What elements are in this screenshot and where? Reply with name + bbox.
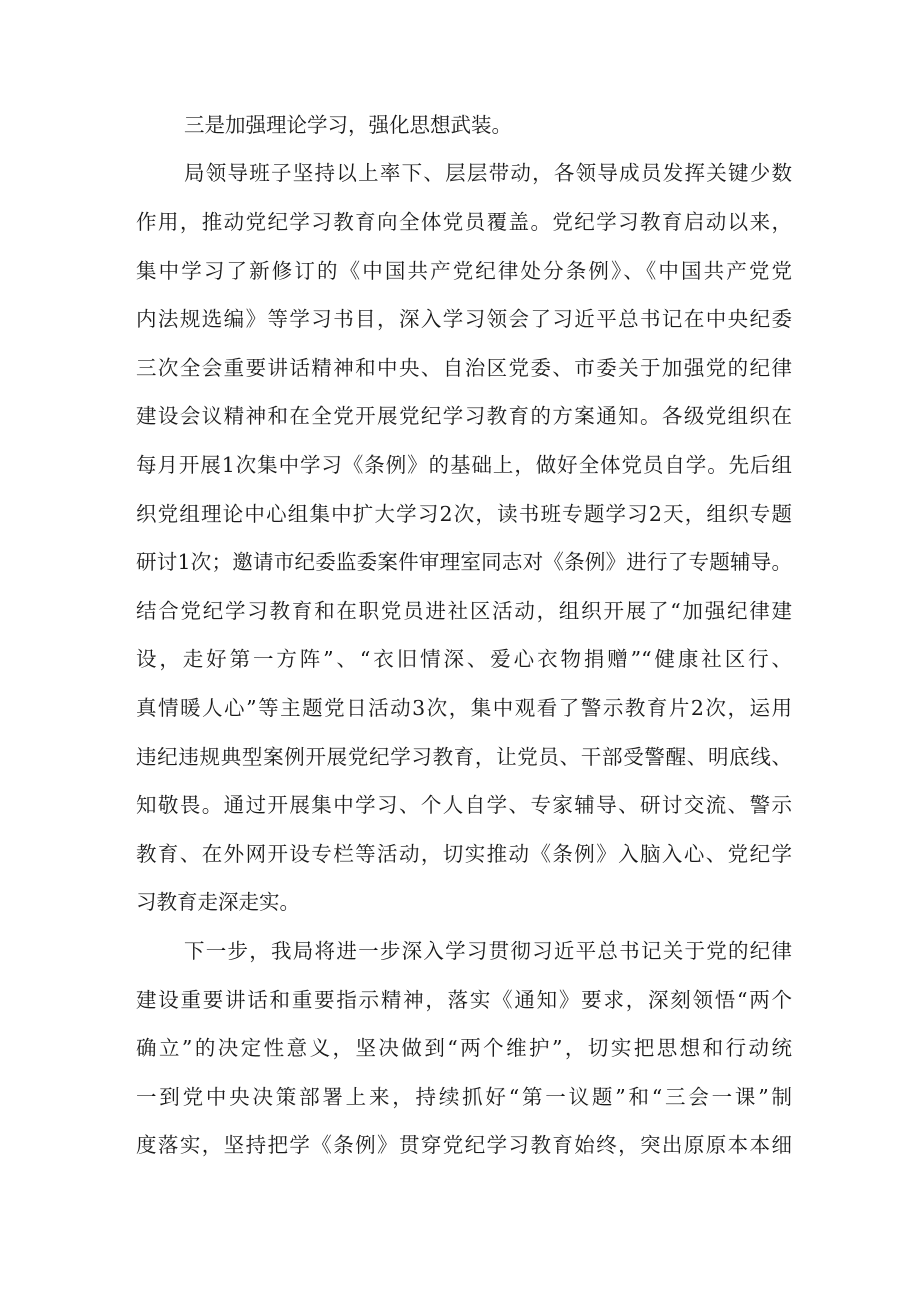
paragraph-1-line: 织党组理论中心组集中扩大学习2次，读书班专题学习2天，组织专题 (136, 502, 792, 526)
section-heading: 三是加强理论学习，强化思想武装。 (184, 113, 512, 137)
paragraph-1-line: 每月开展1次集中学习《条例》的基础上，做好全体党员自学。先后组 (136, 453, 792, 477)
paragraph-1-line: 真情暖人心”等主题党日活动3次，集中观看了警示教育片2次，运用 (136, 696, 792, 720)
paragraph-1-line: 作用，推动党纪学习教育向全体党员覆盖。党纪学习教育启动以来， (136, 210, 792, 234)
paragraph-1-line: 研讨1次；邀请市纪委监委案件审理室同志对《条例》进行了专题辅导。 (136, 550, 792, 574)
paragraph-1-line: 局领导班子坚持以上率下、层层带动，各领导成员发挥关键少数 (184, 161, 792, 185)
paragraph-1-line: 三次全会重要讲话精神和中央、自治区党委、市委关于加强党的纪律 (136, 356, 792, 380)
paragraph-1-line: 习教育走深走实。 (136, 890, 300, 914)
paragraph-1-line: 知敬畏。通过开展集中学习、个人自学、专家辅导、研讨交流、警示 (136, 793, 792, 817)
paragraph-2-line: 下一步，我局将进一步深入学习贯彻习近平总书记关于党的纪律 (184, 939, 792, 963)
paragraph-1-line: 结合党纪学习教育和在职党员进社区活动，组织开展了“加强纪律建 (136, 599, 792, 623)
paragraph-1-line: 建设会议精神和在全党开展党纪学习教育的方案通知。各级党组织在 (136, 404, 792, 428)
paragraph-1-line: 集中学习了新修订的《中国共产党纪律处分条例》、《中国共产党党 (136, 259, 792, 283)
paragraph-1-line: 设，走好第一方阵”、“衣旧情深、爱心衣物捐赠”“健康社区行、 (136, 647, 792, 671)
paragraph-1-line: 违纪违规典型案例开展党纪学习教育，让党员、干部受警醒、明底线、 (136, 745, 792, 769)
paragraph-2-line: 确立”的决定性意义，坚决做到“两个维护”，切实把思想和行动统 (136, 1036, 792, 1060)
paragraph-2-line: 建设重要讲话和重要指示精神，落实《通知》要求，深刻领悟“两个 (136, 988, 792, 1012)
paragraph-1-line: 内法规选编》等学习书目，深入学习领会了习近平总书记在中央纪委 (136, 307, 792, 331)
paragraph-1-line: 教育、在外网开设专栏等活动，切实推动《条例》入脑入心、党纪学 (136, 842, 792, 866)
paragraph-2-line: 一到党中央决策部署上来，持续抓好“第一议题”和“三会一课”制 (136, 1085, 792, 1109)
paragraph-2-line: 度落实，坚持把学《条例》贯穿党纪学习教育始终，突出原原本本细 (136, 1133, 792, 1157)
